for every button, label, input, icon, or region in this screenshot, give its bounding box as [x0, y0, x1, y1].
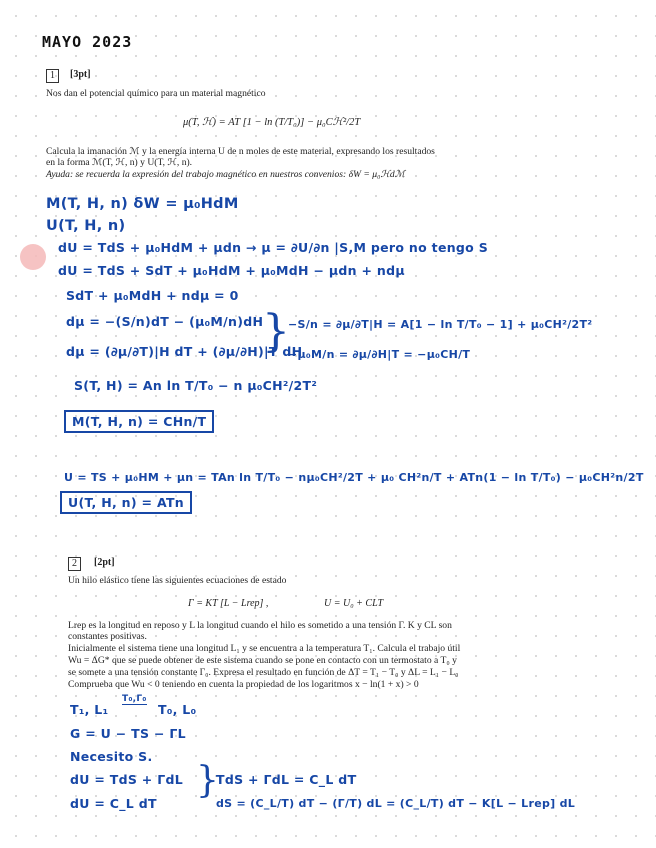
problem-intro: Nos dan el potencial químico para un material magnético	[46, 88, 266, 99]
problem-number: 2	[68, 557, 81, 571]
problem-statement: en la forma ℳ(T, ℋ, n) y U(T, ℋ, n).	[46, 157, 193, 168]
handwritten-line: dU = TdS + SdT + μ₀HdM + μ₀MdH − μdn + ndμ	[58, 263, 405, 278]
handwritten-line: dS = (C_L/T) dT − (Γ/T) dL = (C_L/T) dT − K[L − Lrep] dL	[216, 797, 576, 810]
handwritten-arrow-label: T₀,Γ₀	[122, 694, 147, 704]
handwritten-line: M(T, H, n) δW = μ₀HdM	[46, 196, 239, 212]
handwritten-line: dU = C_L dT	[70, 796, 157, 811]
handwritten-line: Necesito S.	[70, 749, 153, 764]
problem-intro: Un hilo elástico tiene las siguientes ecuaciones de estado	[68, 575, 287, 586]
problem-points: [3pt]	[70, 69, 91, 80]
energy-equation: U = U₀ + CLT	[324, 598, 384, 609]
problem-paragraph: Wu = ΔG* que se puede obtener de este sistema cuando se pone en contacto con un termostato a T₀ y	[68, 655, 457, 666]
handwritten-line: SdT + μ₀MdH + ndμ = 0	[66, 288, 239, 303]
result-energy-box: U(T, H, n) = ATn	[60, 491, 192, 514]
problem-paragraph: se somete a una tensión constante Γ₀. Expresa el resultado en función de ΔT = T₁ − T₀ y ΔL = L₁ − L₀	[68, 667, 459, 678]
handwritten-line: dU = TdS + μ₀HdM + μdn → μ = ∂U/∂n |S,M pero no tengo S	[58, 240, 489, 255]
handwritten-line: dU = TdS + ΓdL	[70, 772, 184, 787]
handwritten-line: TdS + ΓdL = C_L dT	[216, 772, 357, 787]
handwritten-line: dμ = (∂μ/∂T)|H dT + (∂μ/∂H)|T dH	[66, 344, 303, 359]
brace-symbol: }	[262, 306, 290, 357]
page-title: MAYO 2023	[42, 33, 133, 51]
brace-symbol: }	[196, 760, 219, 801]
handwritten-line: U = TS + μ₀HM + μn = TAn ln T/T₀ − nμ₀CH²/2T + μ₀ CH²n/T + ATn(1 − ln T/T₀) − μ₀CH²n/2T	[64, 471, 644, 484]
handwritten-line: dμ = −(S/n)dT − (μ₀M/n)dH	[66, 314, 264, 329]
handwritten-line: U(T, H, n)	[46, 218, 126, 234]
problem-paragraph: Lrep es la longitud en reposo y L la longitud cuando el hilo es sometido a una tensión Γ. K y CL son	[68, 620, 452, 631]
handwritten-line: S(T, H) = An ln T/T₀ − n μ₀CH²/2T²	[74, 378, 318, 393]
result-magnetization-box: M(T, H, n) = CHn/T	[64, 410, 214, 433]
problem-paragraph: Inicialmente el sistema tiene una longitud L₁ y se encuentra a la temperatura T₁. Calcula el trabajo útil	[68, 643, 461, 654]
problem-hint: Ayuda: se recuerda la expresión del trabajo magnético en nuestros convenios: δW = μ₀ℋdℳ	[46, 169, 405, 180]
handwritten-line: G = U − TS − ΓL	[70, 726, 186, 741]
tension-equation: Γ = KT [L − Lrep] ,	[188, 598, 269, 609]
problem-paragraph: constantes positivas.	[68, 631, 147, 642]
problem-statement: Calcula la imanación ℳ y la energía interna U de n moles de este material, expresando los resultados	[46, 146, 435, 157]
handwritten-line: −μ₀M/n = ∂μ/∂H|T = −μ₀CH/T	[288, 348, 471, 361]
problem-number: 1	[46, 69, 59, 83]
problem-points: [2pt]	[94, 557, 115, 568]
handwritten-line: T₁, L₁	[70, 702, 109, 717]
handwritten-line: T₀, L₀	[158, 702, 197, 717]
cursor-highlight	[20, 244, 46, 270]
handwritten-line: −S/n = ∂μ/∂T|H = A[1 − ln T/T₀ − 1] + μ₀CH²/2T²	[288, 318, 593, 331]
chemical-potential-formula: μ(T, ℋ) = AT [1 − ln (T/T₀)] − μ₀Cℋ²/2T	[183, 117, 361, 128]
problem-paragraph: Comprueba que Wu < 0 teniendo en cuenta la propiedad de los logaritmos x − ln(1 + x) > 0	[68, 679, 419, 690]
